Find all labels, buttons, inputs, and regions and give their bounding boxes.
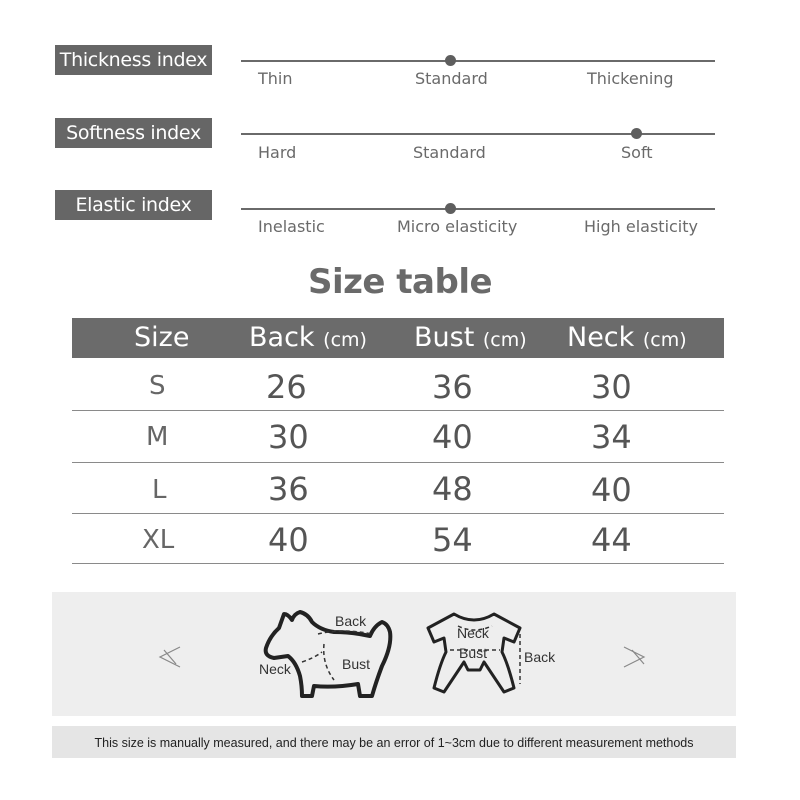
index-scale-line — [241, 208, 715, 210]
note-text: This size is manually measured, and there may be an error of 1~3cm due to different measurement methods — [94, 736, 694, 750]
row-divider — [72, 513, 724, 514]
index-scale-line — [241, 60, 715, 62]
index-scale-line — [241, 133, 715, 135]
index-option: Thin — [258, 69, 293, 88]
dog-neck-label: Neck — [259, 661, 291, 677]
measurement-diagram — [52, 592, 736, 716]
measurement-note — [52, 726, 736, 758]
garment-bust-label: Bust — [459, 645, 488, 661]
garment-neck-label: Neck — [457, 625, 489, 641]
table-cell: 26 — [266, 368, 307, 406]
index-option: Soft — [621, 143, 653, 162]
dog-back-label: Back — [335, 613, 367, 629]
table-cell: 34 — [591, 418, 632, 456]
index-option: Micro elasticity — [397, 217, 518, 236]
garment-back-label: Back — [524, 649, 556, 665]
dog-outline-icon — [266, 612, 391, 696]
table-cell: 36 — [432, 368, 473, 406]
arrow-left-icon — [160, 647, 180, 667]
index-option: Thickening — [587, 69, 674, 88]
header-back: Back (cm) — [249, 322, 367, 353]
index-marker — [445, 55, 456, 66]
header-bust: Bust (cm) — [414, 322, 527, 353]
table-cell: 44 — [591, 521, 632, 559]
table-cell: 48 — [432, 470, 473, 508]
header-neck: Neck (cm) — [567, 322, 687, 353]
arrow-right-icon — [624, 647, 644, 667]
table-cell: 30 — [268, 418, 309, 456]
table-cell: 40 — [591, 471, 632, 509]
header-size: Size — [134, 322, 190, 353]
index-option: Standard — [413, 143, 486, 162]
index-marker — [445, 203, 456, 214]
table-cell: 36 — [268, 470, 309, 508]
index-marker — [631, 128, 642, 139]
table-cell-size: S — [149, 371, 166, 401]
table-cell: 30 — [591, 368, 632, 406]
dog-bust-label: Bust — [342, 656, 371, 672]
row-divider — [72, 563, 724, 564]
index-option: Standard — [415, 69, 488, 88]
table-cell: 54 — [432, 521, 473, 559]
index-label: Thickness index — [55, 45, 212, 75]
table-cell-size: XL — [142, 525, 175, 555]
table-cell: 40 — [432, 418, 473, 456]
table-cell-size: M — [146, 422, 169, 452]
table-cell-size: L — [152, 475, 167, 505]
size-table-header — [72, 318, 724, 358]
index-option: Inelastic — [258, 217, 325, 236]
row-divider — [72, 462, 724, 463]
index-label: Elastic index — [55, 190, 212, 220]
index-option: Hard — [258, 143, 297, 162]
table-cell: 40 — [268, 521, 309, 559]
index-option: High elasticity — [584, 217, 698, 236]
row-divider — [72, 410, 724, 411]
index-label: Softness index — [55, 118, 212, 148]
size-table-title: Size table — [307, 262, 493, 302]
